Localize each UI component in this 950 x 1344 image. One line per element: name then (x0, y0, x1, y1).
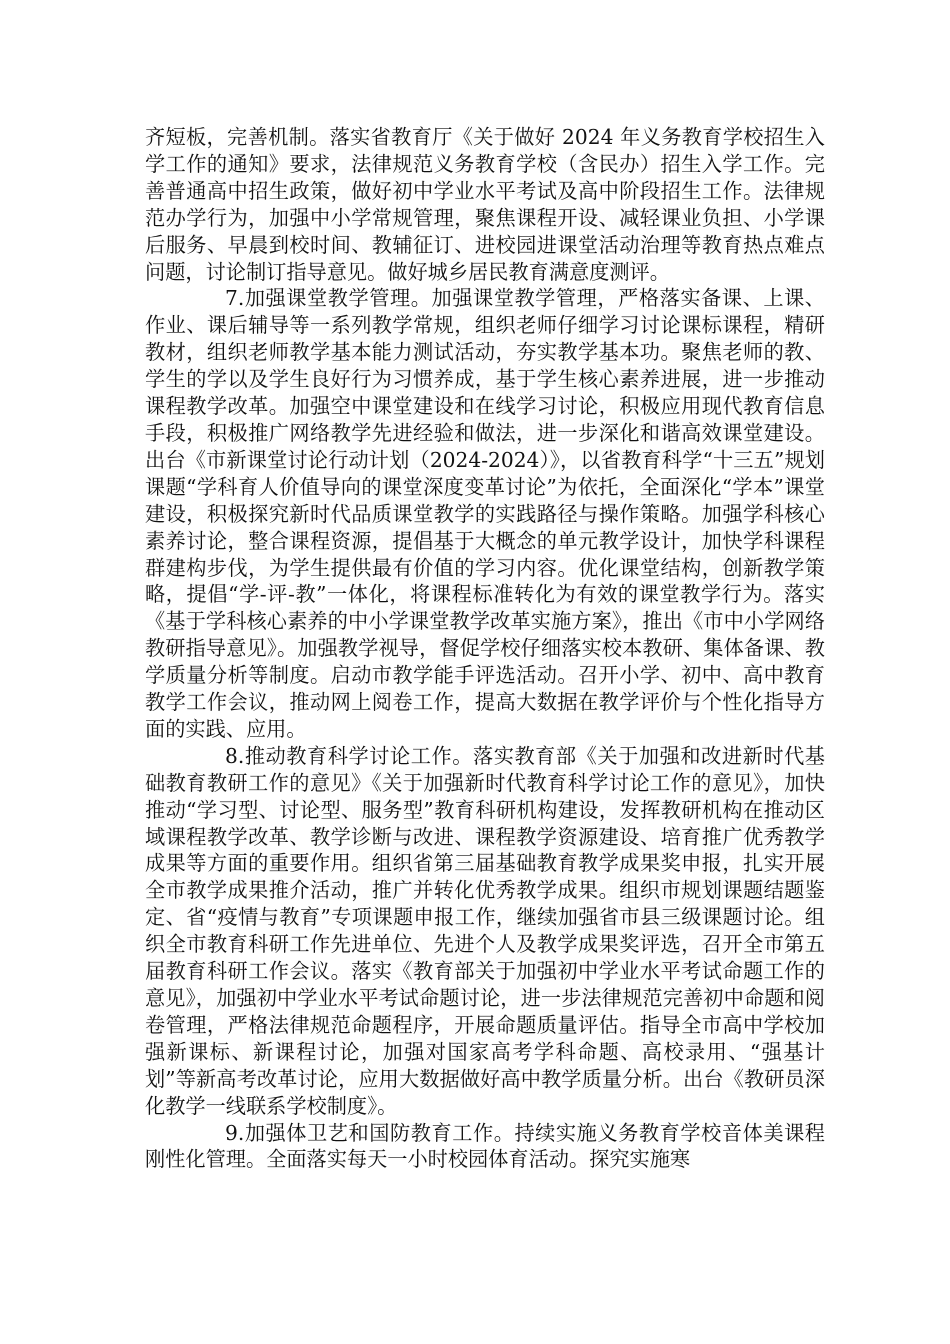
paragraph-item-7: 7.加强课堂教学管理。加强课堂教学管理，严格落实备课、上课、作业、课后辅导等一系列教学常规，组织老师仔细学习讨论课标课程，精研教材，组织老师教学基本能力测试活动，夯实教学基本功。聚焦老师的教、学生的学以及学生良好行为习惯养成，基于学生核心素养进展，进一步推动课程教学改革。加强空中课堂建设和在线学习讨论，积极应用现代教育信息手段，积极推广网络教学先进经验和做法，进一步深化和谐高效课堂建设。出台《市新课堂讨论行动计划（2024-2024）》，以省教育科学“十三五”规划课题“学科育人价值导向的课堂深度变革讨论”为依托，全面深化“学本”课堂建设，积极探究新时代品质课堂教学的实践路径与操作策略。加强学科核心素养讨论，整合课程资源，提倡基于大概念的单元教学设计，加快学科课程群建构步伐，为学生提供最有价值的学习内容。优化课堂结构，创新教学策略，提倡“学-评-教”一体化，将课程标准转化为有效的课堂教学行为。落实《基于学科核心素养的中小学课堂教学改革实施方案》，推出《市中小学网络教研指导意见》。加强教学视导，督促学校仔细落实校本教研、集体备课、教学质量分析等制度。启动市教学能手评选活动。召开小学、初中、高中教育教学工作会议，推动网上阅卷工作，提高大数据在教学评价与个性化指导方面的实践、应用。 (145, 286, 825, 741)
paragraph-item-9: 9.加强体卫艺和国防教育工作。持续实施义务教育学校音体美课程刚性化管理。全面落实每天一小时校园体育活动。探究实施寒 (145, 1120, 825, 1172)
paragraph-item-8: 8.推动教育科学讨论工作。落实教育部《关于加强和改进新时代基础教育教研工作的意见》《关于加强新时代教育科学讨论工作的意见》，加快推动“学习型、讨论型、服务型”教育科研机构建设，发挥教研机构在推动区域课程教学改革、教学诊断与改进、课程教学资源建设、培育推广优秀教学成果等方面的重要作用。组织省第三届基础教育教学成果奖申报，扎实开展全市教学成果推介活动，推广并转化优秀教学成果。组织市规划课题结题鉴定、省“疫情与教育”专项课题申报工作，继续加强省市县三级课题讨论。组织全市教育科研工作先进单位、先进个人及教学成果奖评选，召开全市第五届教育科研工作会议。落实《教育部关于加强初中学业水平考试命题工作的意见》，加强初中学业水平考试命题讨论，进一步法律规范完善初中命题和阅卷管理，严格法律规范命题程序，开展命题质量评估。指导全市高中学校加强新课标、新课程讨论，加强对国家高考学科命题、高校录用、“强基计划”等新高考改革讨论，应用大数据做好高中教学质量分析。出台《教研员深化教学一线联系学校制度》。 (145, 743, 825, 1118)
paragraph-continuation: 齐短板，完善机制。落实省教育厅《关于做好 2024 年义务教育学校招生入学工作的通知》要求，法律规范义务教育学校（含民办）招生入学工作。完善普通高中招生政策，做好初中学业水平考试及高中阶段招生工作。法律规范办学行为，加强中小学常规管理，聚焦课程开设、减轻课业负担、小学课后服务、早晨到校时间、教辅征订、进校园进课堂活动治理等教育热点难点问题，讨论制订指导意见。做好城乡居民教育满意度测评。 (145, 125, 825, 284)
document-body (145, 124, 825, 1173)
